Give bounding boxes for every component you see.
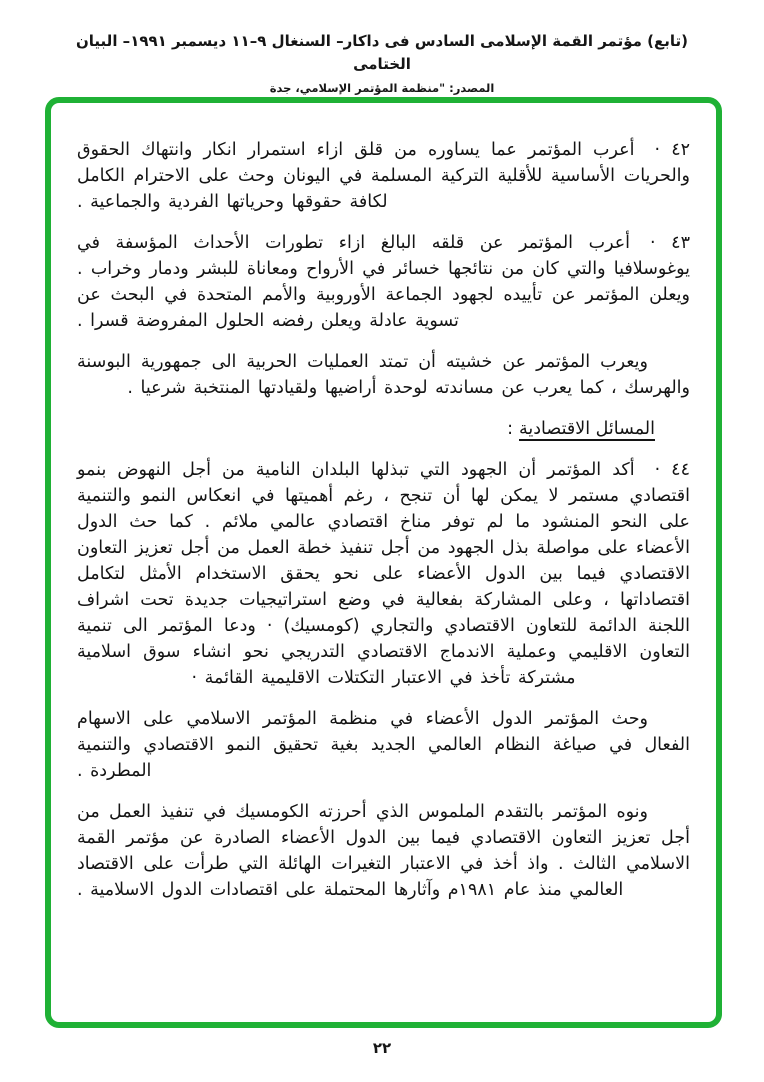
paragraph-44-text: أكد المؤتمر أن الجهود التي تبذلها البلدان النامية من أجل النهوض بنمو اقتصادي مستمر لا يمكن لها أن تنجح ، رغم أهميتها في انعكاس النمو والتنمية على النحو المنشود ما لم توفر مناخ اقتصادي عالمي ملائم . كما حث الدول الأعضاء على مواصلة بذل الجهود من أجل تنفيذ خطة العمل من أجل تعزيز التعاون الاقتصادي فيما بين الدول الأعضاء على نحو يحقق الاستخدام الأمثل لتكامل اقتصاداتها ، وعلى المشاركة بفعالية في وضع استراتيجيات جديدة تحت اشراف اللجنة الدائمة للتعاون الاقتصادي والتجاري (كومسيك) · ودعا المؤتمر الى تنمية التعاون الاقليمي وعملية الاندماج الاقتصادي التدريجي نحو انشاء سوق اسلامية مشتركة تأخذ في الاعتبار التكتلات الاقليمية القائمة ·: [77, 460, 690, 688]
paragraph-42-text: أعرب المؤتمر عما يساوره من قلق ازاء استمرار انكار وانتهاك الحقوق والحريات الأساسية للأقلية التركية المسلمة في اليونان وحث على الاحترام الكامل لكافة حقوقها وحرياتها الفردية والجماعية .: [77, 140, 690, 212]
paragraph-urge-members: [77, 706, 690, 784]
page-number: ٢٢: [372, 1039, 392, 1057]
document-body: [51, 103, 716, 903]
paragraph-43: [77, 230, 690, 334]
green-border-frame: [45, 97, 722, 1028]
paragraph-comcec-progress-text: ونوه المؤتمر بالتقدم الملموس الذي أحرزته الكومسيك في تنفيذ العمل من أجل تعزيز التعاون الاقتصادي فيما بين الدول الأعضاء الصادرة عن مؤتمر القمة الاسلامي الثالث . واذ أخذ في الاعتبار التغيرات الهائلة التي طرأت على الاقتصاد العالمي منذ عام ١٩٨١م وآثارها المحتملة على اقتصادات الدول الاسلامية .: [77, 802, 690, 900]
paragraph-comcec-progress: [77, 799, 690, 903]
section-heading-economic-affairs: [77, 416, 655, 442]
paragraph-urge-members-text: وحث المؤتمر الدول الأعضاء في منظمة المؤتمر الاسلامي على الاسهام الفعال في صياغة النظام العالمي الجديد بغية تحقيق النمو الاقتصادي والتنمية المطردة .: [77, 709, 690, 781]
document-title: (تابع) مؤتمر القمة الإسلامى السادس فى داكار– السنغال ٩–١١ ديسمبر ١٩٩١– البيان الختامى: [76, 32, 688, 73]
section-heading-colon: :: [507, 419, 514, 439]
document-header: [0, 30, 764, 95]
paragraph-42: [77, 137, 690, 215]
paragraph-43-number: ٤٣ ·: [650, 233, 690, 253]
paragraph-42-number: ٤٢ ·: [654, 140, 690, 160]
paragraph-44: [77, 457, 690, 691]
paragraph-bosnia-text: ويعرب المؤتمر عن خشيته أن تمتد العمليات الحربية الى جمهورية البوسنة والهرسك ، كما يعرب عن مساندته لوحدة أراضيها ولقيادتها المنتخبة شرعيا .: [77, 352, 690, 398]
paragraph-43-text: أعرب المؤتمر عن قلقه البالغ ازاء تطورات الأحداث المؤسفة في يوغوسلافيا والتي كان من نتائجها خسائر في الأرواح ومعاناة للبشر ودمار وخراب . ويعلن المؤتمر عن تأييده لجهود الجماعة الأوروبية والأمم المتحدة في البحث عن تسوية عادلة ويعلن رفضه الحلول المفروضة قسرا .: [77, 233, 690, 331]
paragraph-bosnia: [77, 349, 690, 401]
document-source-line: المصدر: "منظمة المؤتمر الإسلامي، جدة: [269, 81, 495, 95]
paragraph-44-number: ٤٤ ·: [654, 460, 690, 480]
document-footer: [0, 1038, 764, 1057]
section-heading-text: المسائل الاقتصادية: [519, 419, 655, 439]
